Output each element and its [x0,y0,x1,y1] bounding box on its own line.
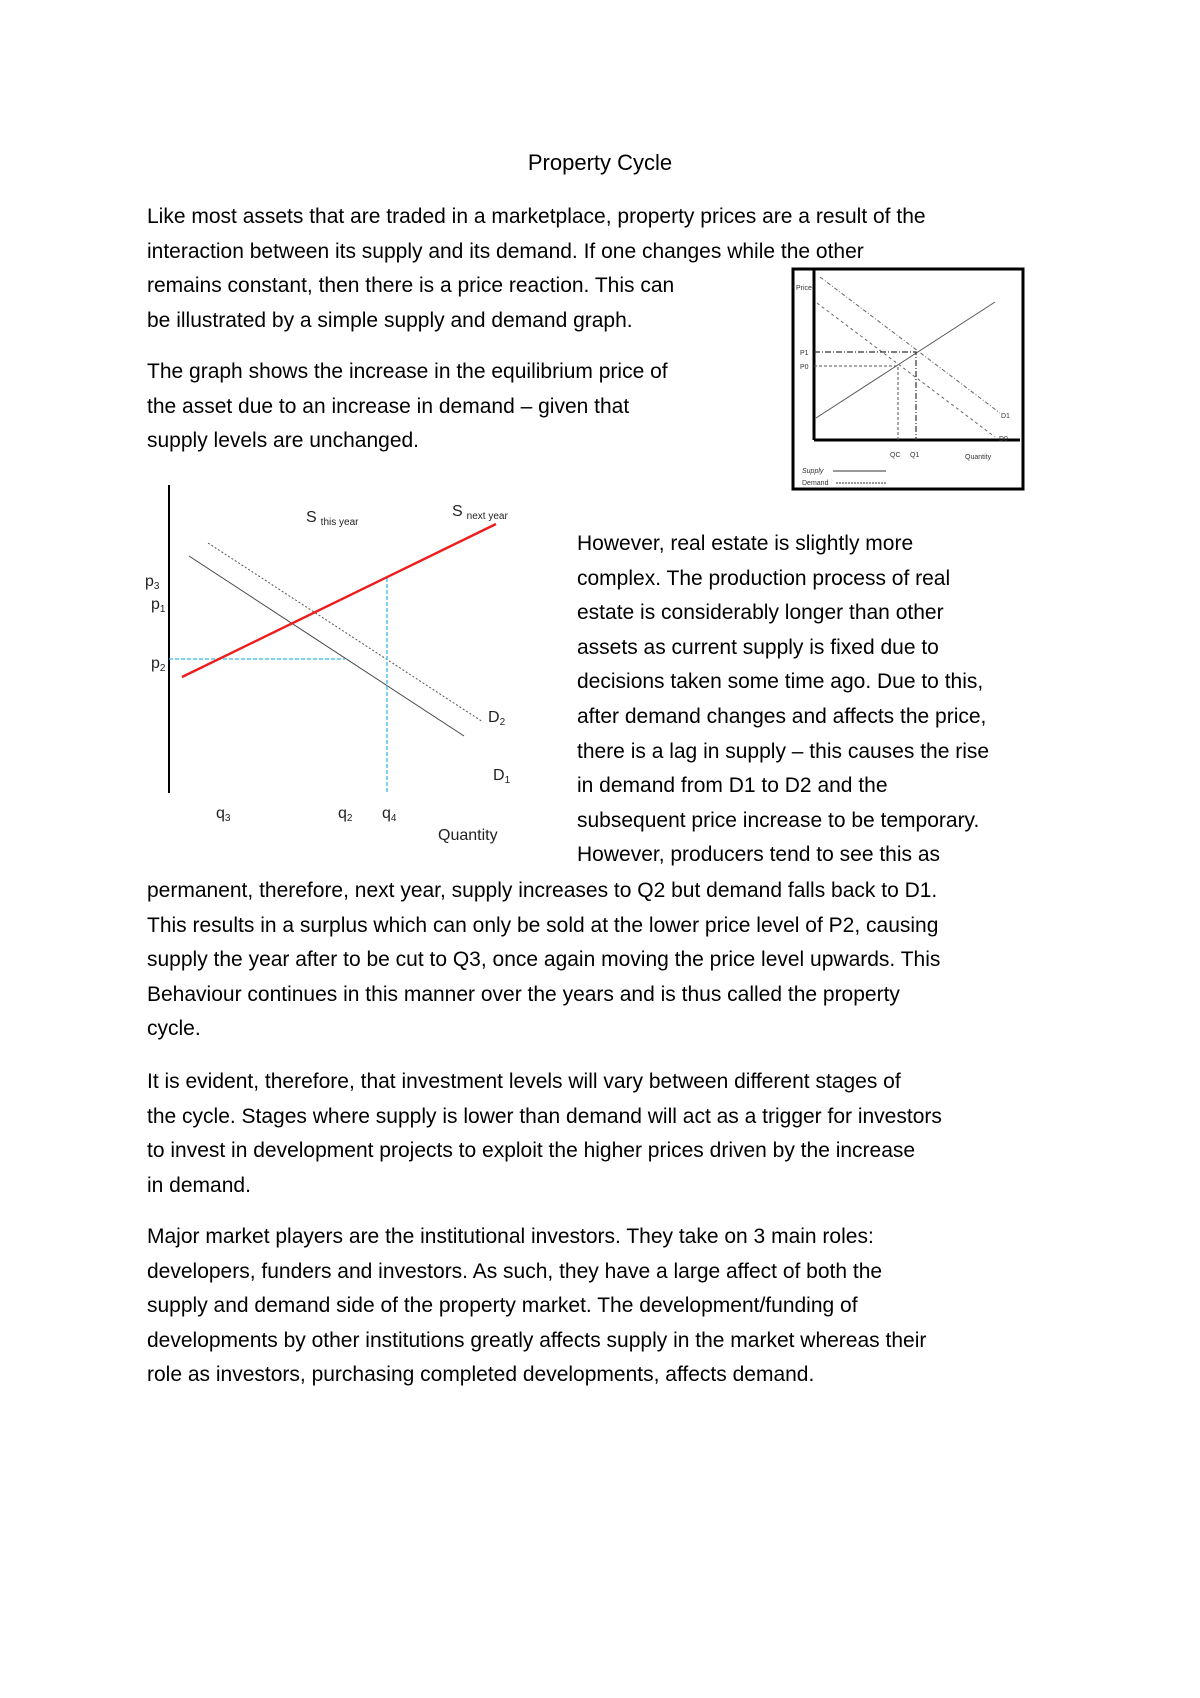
text-line: The graph shows the increase in the equilibrium price of [147,360,668,383]
d0-label: D0 [999,436,1008,443]
q4-label: q4 [382,805,397,824]
y-axis-label: Price [796,285,812,292]
p1-guide [814,352,916,440]
text-line: after demand changes and affects the price, [577,704,987,728]
p0-label: P0 [800,364,809,371]
d2-label: D2 [488,709,506,728]
d1-label: D1 [1001,413,1010,420]
text-line: Major market players are the institutional investors. They take on 3 main roles: [147,1225,874,1248]
p1-label: P1 [800,350,809,357]
x-axis-label: Quantity [965,454,992,461]
text-line: developments by other institutions greatly affects supply in the market whereas their [147,1328,927,1352]
legend-demand: Demand [802,480,829,487]
legend-supply: Supply [802,468,824,475]
text-line: cycle. [147,1017,201,1041]
demand-d0-line [817,303,995,437]
page-title: Property Cycle [527,150,673,175]
quantity-axis-label: Quantity [438,827,498,844]
demand-d2-line [208,543,483,722]
supply-line [816,302,995,418]
d1-label: D1 [493,767,511,786]
text-line: be illustrated by a simple supply and demand graph. [147,308,633,332]
text-line: However, real estate is slightly more [577,532,914,555]
text-line: supply the year after to be cut to Q3, once again moving the price level upwards. This [147,948,941,972]
text-line: role as investors, purchasing completed developments, affects demand. [147,1363,815,1387]
text-line: It is evident, therefore, that investment levels will vary between different stages of [147,1070,901,1093]
text-line: developers, funders and investors. As such, they have a large affect of both the [147,1259,883,1283]
demand-d1-line [189,556,464,736]
p2-label: p2 [151,655,166,674]
text-line: in demand from D1 to D2 and the [577,774,888,798]
text-line: remains constant, then there is a price reaction. This can [147,274,675,298]
text-line: there is a lag in supply – this causes the rise [577,739,990,763]
text-line: to invest in development projects to exploit the higher prices driven by the increase [147,1139,916,1163]
text-line: However, producers tend to see this as [577,843,941,867]
text-line: subsequent price increase to be temporary. [577,808,980,832]
small-supply-demand-graph [793,269,1023,489]
q0-label: QC [890,452,901,459]
text-line: supply levels are unchanged. [147,429,420,453]
text-line: the asset due to an increase in demand – given that [147,394,630,418]
s-next-year-label: Snext year [452,503,508,522]
p1-label: p1 [151,596,166,615]
p0-guide [814,366,898,440]
text-line: supply and demand side of the property market. The development/funding of [147,1294,858,1318]
text-line: Behaviour continues in this manner over the years and is thus called the property [147,982,900,1006]
text-line: estate is considerably longer than other [577,601,944,625]
property-cycle-graph [145,485,511,844]
text-line: permanent, therefore, next year, supply increases to Q2 but demand falls back to D1. [147,879,938,902]
demand-d1-line [820,277,1000,413]
text-line: decisions taken some time ago. Due to this, [577,670,984,694]
q2-label: q2 [338,805,353,824]
s-this-year-label: Sthis year [306,509,359,528]
text-line: Like most assets that are traded in a marketplace, property prices are a result of the [147,205,926,228]
q1-label: Q1 [910,452,920,459]
text-line: the cycle. Stages where supply is lower than demand will act as a trigger for investors [147,1104,942,1128]
text-line: This results in a surplus which can only be sold at the lower price level of P2, causing [147,913,939,937]
text-line: in demand. [147,1173,251,1197]
text-line: assets as current supply is fixed due to [577,635,939,659]
text-line: complex. The production process of real [577,566,951,590]
p3-label: p3 [145,573,160,592]
text-line: interaction between its supply and its demand. If one changes while the other [147,239,864,263]
q3-label: q3 [216,805,231,824]
